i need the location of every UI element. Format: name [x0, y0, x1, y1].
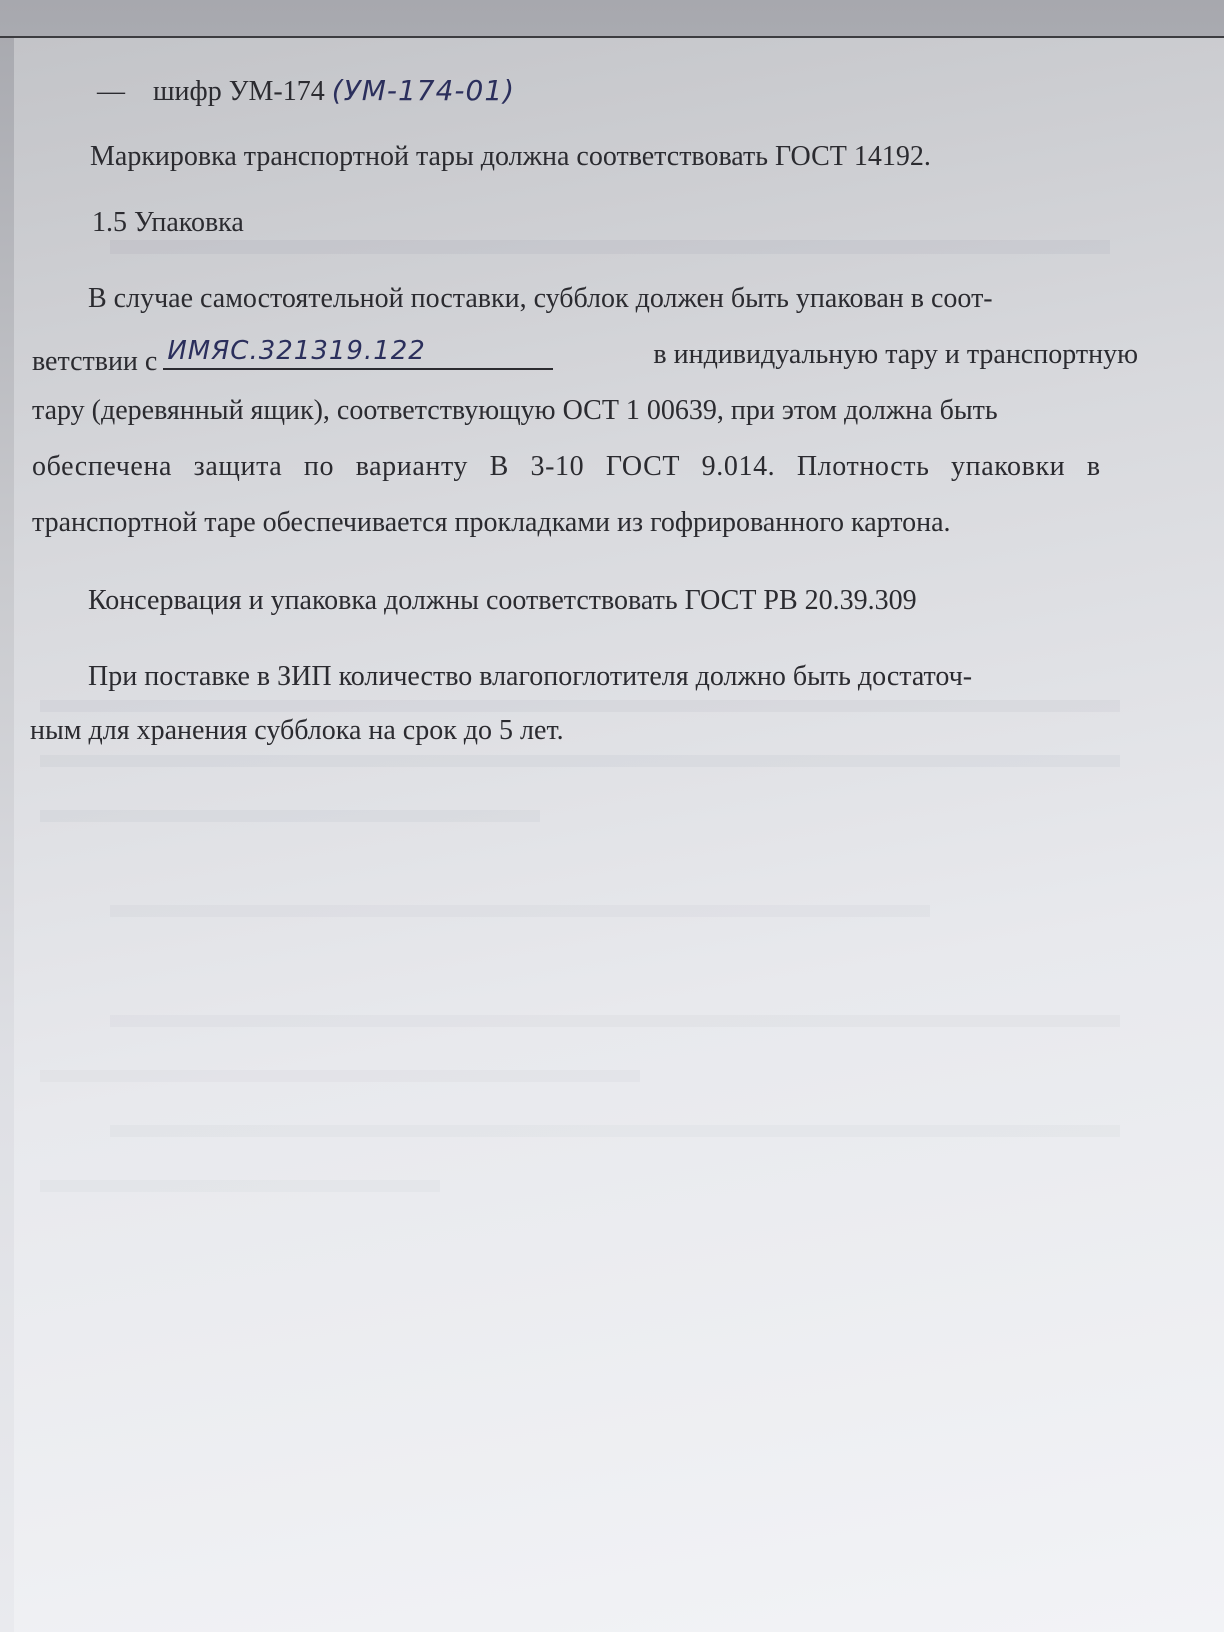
paragraph-text: В случае самостоятельной поставки, субблок должен быть упакован в соот-	[88, 283, 993, 314]
handwritten-cipher-variant: (УМ-174-01)	[331, 74, 516, 107]
suffix-text: в индивидуальную тару и транспортную	[653, 339, 1138, 370]
paragraph-line	[32, 506, 951, 540]
paragraph-line	[88, 660, 1140, 694]
line-marking	[90, 140, 931, 174]
handwritten-doc-number: ИМЯС.321319.122	[167, 336, 426, 366]
paragraph-line	[88, 584, 917, 618]
paragraph-text: Консервация и упаковка должны соответствовать ГОСТ РВ 20.39.309	[88, 585, 917, 616]
line-cipher	[97, 74, 515, 109]
paragraph-line	[88, 282, 1138, 316]
dash: —	[97, 76, 125, 107]
paragraph-line	[30, 714, 564, 748]
paragraph-text: ным для хранения субблока на срок до 5 лет.	[30, 715, 564, 746]
paragraph-text: При поставке в ЗИП количество влагопоглотителя должно быть достаточ-	[88, 661, 973, 692]
document-page	[14, 38, 1224, 1632]
paragraph-text: тару (деревянный ящик), соответствующую ОСТ 1 00639, при этом должна быть	[32, 395, 998, 426]
prefix-text: ветствии с	[32, 346, 158, 377]
fill-in-blank	[163, 338, 553, 370]
section-heading	[92, 206, 244, 240]
cipher-text: шифр УМ-174	[153, 76, 325, 107]
paragraph-text: обеспечена защита по варианту В 3-10 ГОСТ 9.014. Плотность упаковки в	[32, 451, 1101, 482]
paragraph-line-with-blank	[32, 338, 1138, 379]
paragraph-line	[32, 450, 1138, 484]
paragraph-line	[32, 394, 1138, 428]
section-heading-text: 1.5 Упаковка	[92, 207, 244, 238]
paragraph-text: транспортной таре обеспечивается прокладками из гофрированного картона.	[32, 507, 951, 538]
marking-text: Маркировка транспортной тары должна соответствовать ГОСТ 14192.	[90, 141, 931, 172]
